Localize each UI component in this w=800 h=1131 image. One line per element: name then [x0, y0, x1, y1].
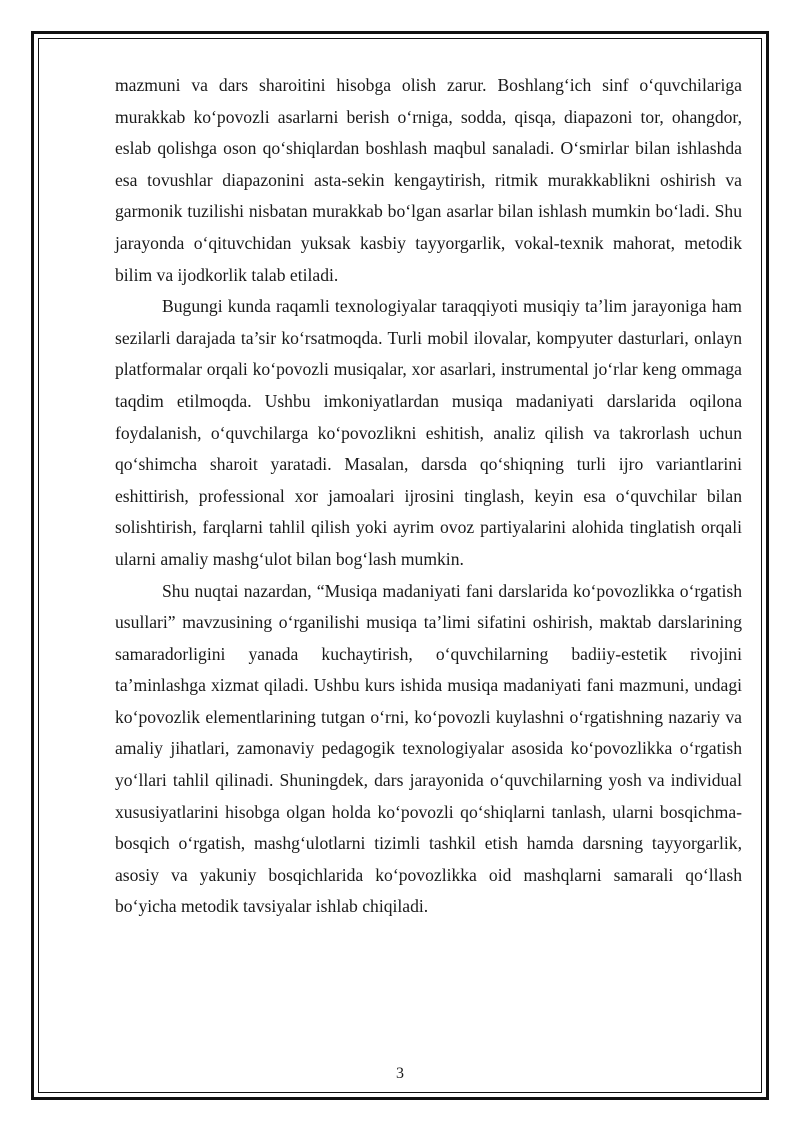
paragraph-course-topic: Shu nuqtai nazardan, “Musiqa madaniyati fani darslarida ko‘povozlikka o‘rgatish usullari” mavzusining o‘rganilishi musiqa ta’limi sifatini oshirish, maktab darslarining samaradorligini yanada kuchaytirish, o‘quvchilarning badiiy-estetik rivojini ta’minlashga xizmat qiladi. Ushbu kurs ishida musiqa madaniyati fani mazmuni, undagi ko‘povozlik elementlarining tutgan o‘rni, ko‘povozli kuylashni o‘rgatishning nazariy va amaliy jihatlari, zamonaviy pedagogik texnologiyalar asosida ko‘povozlikka o‘rgatish yo‘llari tahlil qilinadi. Shuningdek, dars jarayonida o‘quvchilarning yosh va individual xususiyatlarini hisobga olgan holda ko‘povozli qo‘shiqlarni tanlash, ularni bosqichma-bosqich o‘rgatish, mashg‘ulotlarni tizimli tashkil etish hamda darsning tayyorgarlik, asosiy va yakuniy bosqichlarida ko‘povozlikka oid mashqlarni samarali qo‘llash bo‘yicha metodik tavsiyalar ishlab chiqiladi.: [115, 580, 742, 917]
page-number: 3: [396, 1065, 404, 1082]
document-body: [115, 70, 742, 923]
paragraph-digital-technologies: Bugungi kunda raqamli texnologiyalar taraqqiyoti musiqiy ta’lim jarayoniga ham sezilarli darajada ta’sir ko‘rsatmoqda. Turli mobil ilovalar, kompyuter dasturlari, onlayn platformalar orqali ko‘povozli musiqalar, xor asarlari, instrumental jo‘rlar keng ommaga taqdim etilmoqda. Ushbu imkoniyatlardan musiqa madaniyati darslarida oqilona foydalanish, o‘quvchilarga ko‘povozlikni eshitish, analiz qilish va takrorlash uchun qo‘shimcha sharoit yaratadi. Masalan, darsda qo‘shiqning turli ijro variantlarini eshittirish, professional xor jamoalari ijrosini tinglash, keyin esa o‘quvchilar bilan solishtirish, farqlarni tahlil qilish yoki ayrim ovoz partiyalarini alohida tinglatish orqali ularni amaliy mashg‘ulot bilan bog‘lash mumkin.: [115, 296, 742, 569]
paragraph-continuation: mazmuni va dars sharoitini hisobga olish zarur. Boshlang‘ich sinf o‘quvchilariga murakkab ko‘povozli asarlarni berish o‘rniga, sodda, qisqa, diapazoni tor, ohangdor, eslab qolishga oson qo‘shiqlardan boshlash maqbul sanaladi. O‘smirlar bilan ishlashda esa tovushlar diapazonini asta-sekin kengaytirish, ritmik murakkablikni oshirish va garmonik tuzilishi nisbatan murakkab bo‘lgan asarlar bilan ishlash mumkin bo‘ladi. Shu jarayonda o‘qituvchidan yuksak kasbiy tayyorgarlik, vokal-texnik mahorat, metodik bilim va ijodkorlik talab etiladi.: [115, 75, 742, 285]
